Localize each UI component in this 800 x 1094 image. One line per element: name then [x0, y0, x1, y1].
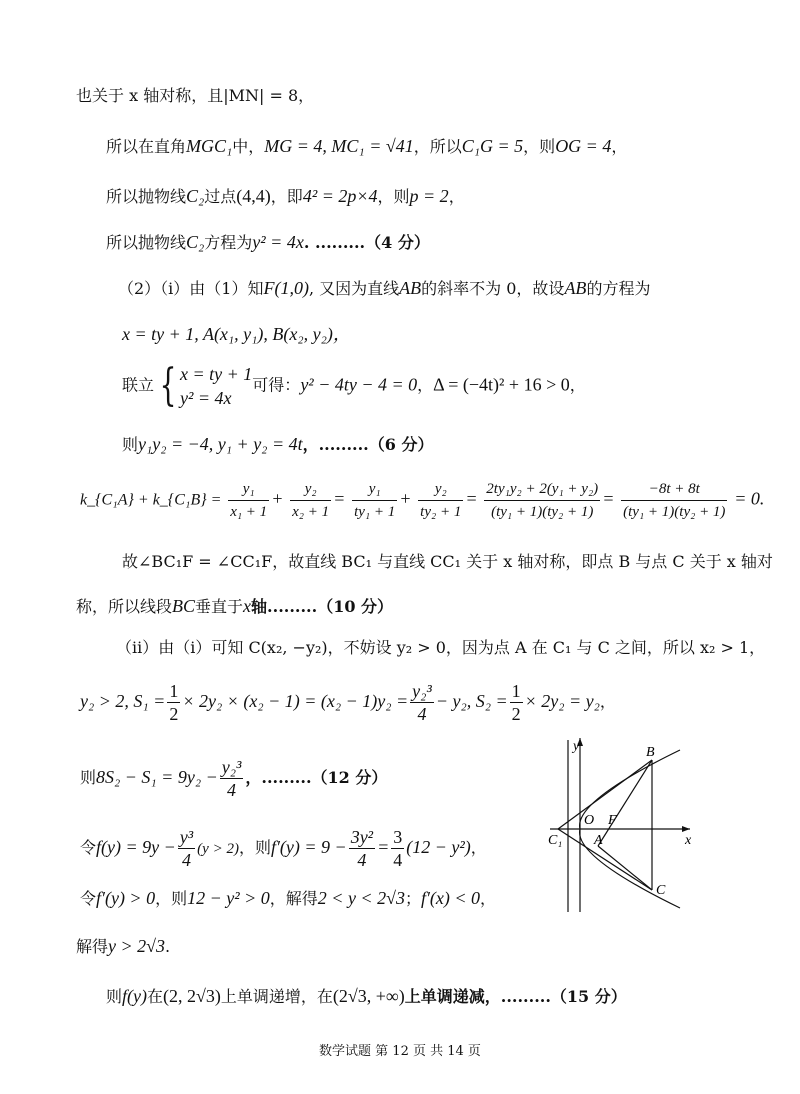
- score-label: （4 分）: [365, 233, 430, 252]
- math: 4² = 2p×4: [302, 186, 378, 206]
- text: ，则: [377, 187, 410, 206]
- math: 2 < y < 2√3: [317, 888, 405, 908]
- denominator: x₁ + 1: [230, 504, 268, 520]
- math: (2√3, +∞): [332, 986, 405, 1006]
- score-label: （15 分）: [550, 987, 627, 1006]
- text: 所以抛物线: [106, 187, 187, 206]
- equals: =: [333, 488, 346, 509]
- plus: +: [271, 488, 284, 509]
- denominator: (ty₁ + 1)(ty₂ + 1): [491, 504, 594, 520]
- text: ，: [480, 889, 497, 908]
- score-label: （10 分）: [317, 597, 394, 616]
- text: 则: [80, 768, 97, 787]
- text: ，: [569, 375, 586, 395]
- denominator: x₂ + 1: [292, 504, 330, 520]
- equals: =: [465, 488, 478, 509]
- fraction: [510, 680, 523, 725]
- text: ，即: [270, 187, 303, 206]
- fraction: [228, 478, 269, 523]
- line-16: [80, 886, 496, 911]
- text: . .........: [303, 233, 366, 252]
- line-15: [80, 826, 487, 871]
- brace: {: [159, 360, 177, 411]
- math: f(y) = 9y −: [96, 837, 176, 857]
- line-C1C: [558, 829, 652, 890]
- chord-AB: [598, 760, 652, 846]
- fraction: [391, 826, 404, 871]
- math: = 0.: [734, 488, 765, 509]
- text: ，所以: [413, 137, 462, 156]
- text: ，则: [238, 838, 271, 857]
- denominator: ty₁ + 1: [354, 504, 396, 520]
- fraction: [621, 478, 727, 523]
- text: ，解得: [269, 889, 318, 908]
- math: − y₂, S₂ =: [435, 691, 508, 711]
- fraction: [290, 478, 331, 523]
- math: C₁G = 5: [461, 136, 524, 156]
- line-1: [76, 84, 314, 108]
- text: 令: [80, 838, 97, 857]
- math: C₂: [186, 232, 205, 252]
- text: ，: [599, 692, 616, 711]
- score-label: （6 分）: [368, 435, 434, 454]
- math: f′(x) < 0: [420, 888, 481, 908]
- numerator: 3y²: [350, 827, 374, 847]
- text: 则: [122, 435, 139, 454]
- numerator: y³: [179, 827, 194, 847]
- text: ，则: [523, 137, 556, 156]
- math: BC: [172, 596, 196, 616]
- text: 过点: [204, 187, 237, 206]
- line-3: [106, 184, 465, 209]
- line-9: [80, 478, 764, 523]
- text: ，: [448, 187, 465, 206]
- text: , 又因为直线: [308, 279, 400, 298]
- label-A: A: [594, 833, 603, 848]
- line-C1B: [558, 760, 652, 829]
- numerator: y₂³: [412, 681, 432, 701]
- denominator: 4: [181, 850, 191, 870]
- label-C1: C₁: [548, 833, 563, 848]
- math: (12 − y²): [406, 837, 471, 857]
- math: p = 2: [409, 186, 449, 206]
- denominator: 2: [169, 704, 179, 724]
- text: 所以抛物线: [106, 233, 187, 252]
- equals: =: [602, 488, 615, 509]
- denominator: (ty₁ + 1)(ty₂ + 1): [623, 504, 726, 520]
- text: 则: [106, 987, 123, 1006]
- denominator: 2: [511, 704, 521, 724]
- math: F(1,0): [263, 278, 309, 298]
- math: (y > 2): [197, 841, 239, 857]
- x-axis-arrow: [682, 826, 690, 832]
- text: .: [165, 937, 171, 956]
- math: y > 2√3: [108, 936, 166, 956]
- text: 联立: [122, 375, 155, 395]
- math: 8S₂ − S₁ = 9y₂ −: [96, 767, 218, 787]
- math: × 2y₂ × (x₂ − 1) = (x₂ − 1)y₂ =: [182, 691, 409, 711]
- numerator: 3: [393, 827, 403, 847]
- numerator: y₁: [228, 478, 269, 501]
- math: 12 − y² > 0: [187, 888, 270, 908]
- fraction: [220, 756, 244, 801]
- fraction: [349, 826, 375, 871]
- math: (4,4): [236, 186, 271, 206]
- chord-AC: [598, 846, 652, 890]
- math: AB: [399, 278, 422, 298]
- math: Δ = (−4t)² + 16 > 0: [433, 374, 570, 395]
- fraction: [352, 478, 397, 523]
- text: 所以在直角: [106, 137, 187, 156]
- text: ，.........: [302, 435, 369, 454]
- text: 上单调递增，在: [220, 987, 333, 1006]
- text: ，则: [155, 889, 188, 908]
- math: y₁y₂ = −4, y₁ + y₂ = 4t: [138, 434, 303, 454]
- text: ，: [611, 137, 628, 156]
- math: MG = 4, MC₁ = √41: [264, 136, 414, 156]
- equation-system: [180, 362, 252, 410]
- line-11: [76, 594, 393, 619]
- math: x = ty + 1: [180, 364, 253, 384]
- numerator: 1: [511, 681, 521, 701]
- denominator: 4: [357, 850, 367, 870]
- numerator: 1: [169, 681, 179, 701]
- text: 中，: [232, 137, 265, 156]
- label-B: B: [646, 745, 655, 760]
- plus: +: [399, 488, 412, 509]
- line-2: [106, 134, 627, 159]
- fraction: [484, 478, 600, 523]
- text: 轴.........: [251, 597, 318, 616]
- line-4: [106, 230, 430, 255]
- text: ，.........: [245, 768, 312, 787]
- fraction: [418, 478, 463, 523]
- line-13: [80, 680, 616, 725]
- denominator: ty₂ + 1: [420, 504, 462, 520]
- line-10: [122, 550, 773, 574]
- fraction: [167, 680, 180, 725]
- text: ，: [470, 838, 487, 857]
- text: （2）（i）由（1）知: [118, 279, 264, 298]
- text-line-1: 也关于 x 轴对称，且|MN| = 8，: [76, 86, 315, 105]
- label-x: x: [685, 833, 692, 848]
- line-8: [122, 432, 433, 457]
- numerator: −8t + 8t: [621, 478, 727, 501]
- text: ，: [417, 375, 434, 395]
- text: 的斜率不为 0，故设: [421, 279, 565, 298]
- text: 方程为: [204, 233, 253, 252]
- math: k_{C₁A} + k_{C₁B} =: [80, 491, 222, 509]
- label-y: y: [573, 739, 580, 754]
- math: AB: [564, 278, 587, 298]
- math: C₂: [186, 186, 205, 206]
- math: f(y): [122, 986, 147, 1006]
- parabola-figure: [540, 736, 700, 916]
- text: （ii）由（i）可知 C(x₂, −y₂)，不妨设 y₂ > 0，因为点 A 在 C₁ 与 C 之间，所以 x₂ > 1，: [116, 638, 766, 657]
- fraction: [178, 826, 195, 871]
- math: y² = 4x: [252, 232, 304, 252]
- label-C: C: [656, 883, 666, 898]
- numerator: y₂: [418, 478, 463, 501]
- line-6: [122, 322, 351, 347]
- text: 在: [147, 987, 164, 1006]
- math: OG = 4: [555, 136, 612, 156]
- text: 可得：: [252, 375, 301, 395]
- text: 的方程为: [586, 279, 651, 298]
- line-17: [76, 934, 170, 959]
- line-5: [118, 276, 650, 301]
- text: 垂直于: [195, 597, 244, 616]
- text: 故∠BC₁F = ∠CC₁F，故直线 BC₁ 与直线 CC₁ 关于 x 轴对称，即点 B 与点 C 关于 x 轴对: [122, 552, 773, 571]
- numerator: y₂: [290, 478, 331, 501]
- line-7: [122, 362, 586, 410]
- math: x: [243, 596, 252, 616]
- text: ；: [404, 889, 421, 908]
- text: 称，所以线段: [76, 597, 173, 616]
- math: y² = 4x: [180, 388, 232, 408]
- math: y₂ > 2, S₁ =: [80, 691, 166, 711]
- numerator: 2ty₁y₂ + 2(y₁ + y₂): [484, 478, 600, 501]
- denominator: 4: [227, 780, 237, 800]
- math: y² − 4ty − 4 = 0: [300, 374, 418, 395]
- page-footer: 数学试题 第 12 页 共 14 页: [319, 1044, 481, 1059]
- math: f′(y) > 0: [96, 888, 156, 908]
- label-F: F: [608, 813, 617, 828]
- line-12: [116, 636, 765, 660]
- math: f′(y) = 9 −: [270, 837, 347, 857]
- math: =: [377, 837, 390, 857]
- line-14: [80, 756, 387, 801]
- denominator: 4: [417, 704, 427, 724]
- math: MGC₁: [186, 136, 233, 156]
- text: 令: [80, 889, 97, 908]
- fraction: [410, 680, 434, 725]
- text: 解得: [76, 937, 109, 956]
- score-label: （12 分）: [311, 768, 388, 787]
- label-O: O: [584, 813, 595, 828]
- math: × 2y₂ = y₂: [524, 691, 600, 711]
- numerator: y₂³: [221, 757, 242, 777]
- math: (2, 2√3): [163, 986, 221, 1006]
- denominator: 4: [393, 850, 403, 870]
- line-18: [106, 984, 627, 1009]
- math: x = ty + 1, A(x₁, y₁), B(x₂, y₂)，: [122, 324, 351, 344]
- text: 上单调递减，.........: [404, 987, 551, 1006]
- numerator: y₁: [352, 478, 397, 501]
